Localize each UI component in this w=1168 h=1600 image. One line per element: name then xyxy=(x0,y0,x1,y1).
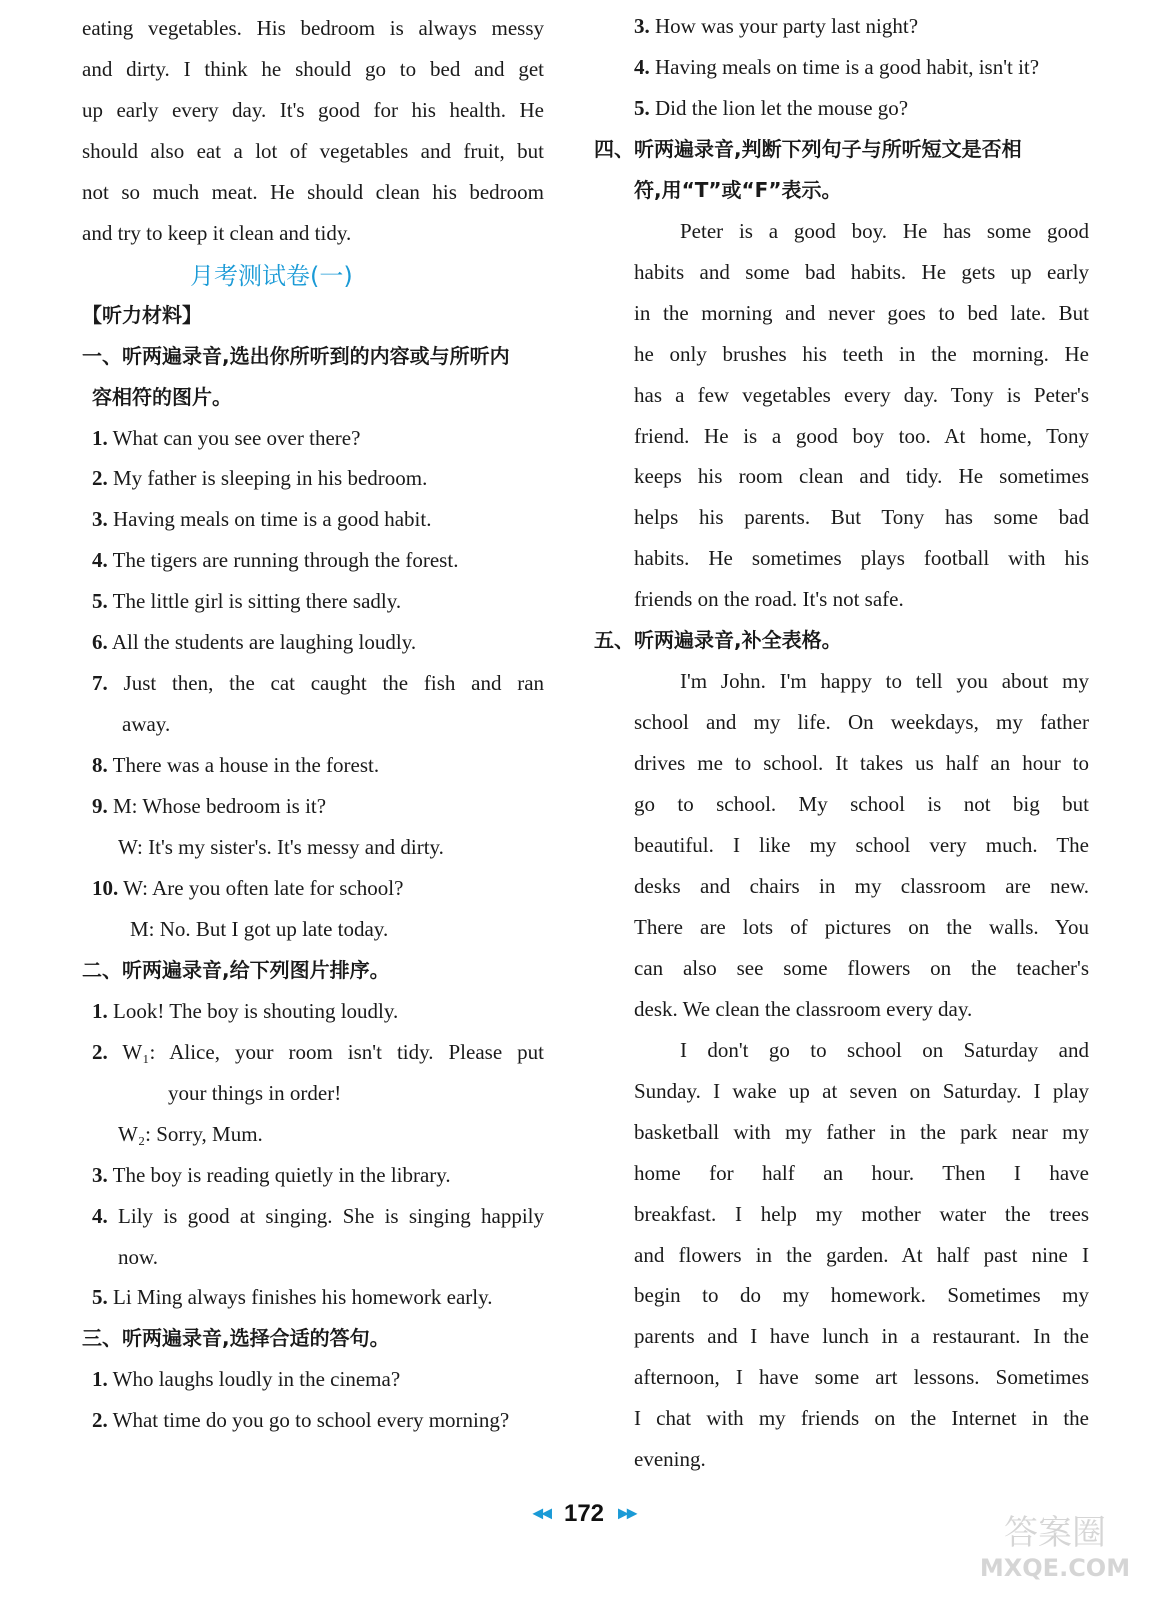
text-line: Did the lion let the mouse go? xyxy=(655,95,909,120)
text-line: W₁: Alice, your room isn't tidy. Please put xyxy=(122,1039,545,1064)
text-line: Sunday. I wake up at seven on Saturday. I play xyxy=(634,1078,1089,1103)
text-line: habits and some bad habits. He gets up early xyxy=(634,259,1089,284)
item-number: 4. xyxy=(92,1203,108,1228)
text-line: Having meals on time is a good habit, isn't it? xyxy=(655,54,1040,79)
left-line xyxy=(92,587,401,615)
text-line: friends on the road. It's not safe. xyxy=(634,587,904,612)
text-line: evening. xyxy=(634,1447,706,1472)
text-line: desks and chairs in my classroom are new. xyxy=(634,873,1089,898)
text-line: should also eat a lot of vegetables and fruit, but xyxy=(82,138,544,163)
right-line xyxy=(680,667,1089,695)
right-line xyxy=(680,1036,1089,1064)
item-number: 1. xyxy=(92,1367,108,1392)
left-line xyxy=(92,874,403,902)
right-line xyxy=(594,626,842,654)
section-heading: 二、听两遍录音,给下列图片排序。 xyxy=(82,957,390,982)
text-line: Look! The boy is shouting loudly. xyxy=(113,998,399,1023)
text-line: desk. We clean the classroom every day. xyxy=(634,996,973,1021)
left-line xyxy=(190,262,353,290)
left-line xyxy=(92,1365,400,1393)
text-line: away. xyxy=(122,712,171,737)
left-line xyxy=(92,1161,451,1189)
text-line: I chat with my friends on the Internet in the xyxy=(634,1406,1089,1431)
right-line xyxy=(634,53,1039,81)
right-line xyxy=(634,258,1089,286)
text-line: and flowers in the garden. At half past nine I xyxy=(634,1242,1089,1267)
text-line: What can you see over there? xyxy=(112,425,361,450)
right-line xyxy=(634,1118,1089,1146)
left-line xyxy=(118,833,444,861)
page-number: 172 xyxy=(563,1500,605,1527)
section-heading: 容相符的图片。 xyxy=(92,384,232,409)
right-line xyxy=(634,12,918,40)
text-line: I don't go to school on Saturday and xyxy=(680,1037,1089,1062)
left-line xyxy=(92,1283,493,1311)
left-line xyxy=(92,546,458,574)
right-line xyxy=(680,217,1089,245)
right-line xyxy=(634,1241,1089,1269)
item-number: 8. xyxy=(92,753,108,778)
text-line: There are lots of pictures on the walls. You xyxy=(634,914,1089,939)
text-line: not so much meat. He should clean his bedroom xyxy=(82,179,544,204)
text-line: Lily is good at singing. She is singing happily xyxy=(118,1203,544,1228)
right-line xyxy=(634,1077,1089,1105)
text-line: in the morning and never goes to bed late. But xyxy=(634,300,1089,325)
right-line xyxy=(634,381,1089,409)
item-number: 1. xyxy=(92,425,108,450)
left-line xyxy=(82,55,544,83)
section-heading: 符,用“T”或“F”表示。 xyxy=(634,177,842,202)
watermark-text-bottom: MXQE.COM xyxy=(979,1554,1131,1582)
item-number: 2. xyxy=(92,1408,108,1433)
text-line: What time do you go to school every morning? xyxy=(112,1408,510,1433)
text-line: W: Are you often late for school? xyxy=(123,875,404,900)
left-line xyxy=(92,751,379,779)
left-line xyxy=(118,1120,263,1148)
text-line: and dirty. I think he should go to bed and get xyxy=(82,56,544,81)
text-line: drives me to school. It takes us half an hour to xyxy=(634,751,1089,776)
left-line xyxy=(82,1324,390,1352)
item-number: 2. xyxy=(92,466,108,491)
left-line xyxy=(92,628,416,656)
left-line xyxy=(82,137,544,165)
right-line xyxy=(594,135,1022,163)
text-line: All the students are laughing loudly. xyxy=(111,630,417,655)
section-title: 月考测试卷(一) xyxy=(190,261,353,290)
right-line xyxy=(634,1322,1089,1350)
left-line xyxy=(82,178,544,206)
text-line: begin to do my homework. Sometimes my xyxy=(634,1283,1089,1308)
text-line: Having meals on time is a good habit. xyxy=(113,507,432,532)
prev-arrows-icon: ◀◀ xyxy=(532,1506,550,1522)
left-line xyxy=(92,792,326,820)
item-number: 2. xyxy=(92,1039,108,1064)
left-line xyxy=(92,1406,509,1434)
right-line xyxy=(634,1281,1089,1309)
text-line: M: No. But I got up late today. xyxy=(130,916,389,941)
right-line xyxy=(634,340,1089,368)
right-line xyxy=(634,1404,1089,1432)
text-line: W: It's my sister's. It's messy and dirty. xyxy=(118,835,444,859)
left-line xyxy=(82,342,510,370)
right-line xyxy=(634,585,904,613)
text-line: now. xyxy=(118,1244,159,1269)
text-line: I'm John. I'm happy to tell you about my xyxy=(680,669,1089,694)
left-line xyxy=(92,505,431,533)
right-line xyxy=(634,1200,1089,1228)
item-number: 10. xyxy=(92,875,119,900)
right-line xyxy=(634,94,908,122)
text-line: and try to keep it clean and tidy. xyxy=(82,220,352,245)
left-line xyxy=(82,956,390,984)
right-line xyxy=(634,1363,1089,1391)
left-line xyxy=(130,915,388,943)
text-line: go to school. My school is not big but xyxy=(634,792,1089,817)
text-line: W₂: Sorry, Mum. xyxy=(118,1121,263,1146)
text-line: My father is sleeping in his bedroom. xyxy=(113,466,428,491)
item-number: 3. xyxy=(92,1162,108,1187)
item-number: 3. xyxy=(92,507,108,532)
text-line: The little girl is sitting there sadly. xyxy=(112,589,402,614)
text-line: breakfast. I help my mother water the trees xyxy=(634,1201,1089,1226)
text-line: friend. He is a good boy too. At home, Tony xyxy=(634,423,1089,448)
text-line: basketball with my father in the park near my xyxy=(634,1119,1089,1144)
right-line xyxy=(634,872,1089,900)
right-line xyxy=(634,544,1089,572)
right-line xyxy=(634,913,1089,941)
right-line xyxy=(634,422,1089,450)
text-line: home for half an hour. Then I have xyxy=(634,1160,1089,1185)
left-line xyxy=(82,301,202,329)
watermark-text-top: 答案圈 xyxy=(1004,1513,1106,1553)
right-line xyxy=(634,176,841,204)
left-line xyxy=(92,997,398,1025)
text-line: The boy is reading quietly in the library. xyxy=(112,1162,451,1187)
section-heading: 三、听两遍录音,选择合适的答句。 xyxy=(82,1326,390,1351)
right-line xyxy=(634,749,1089,777)
item-number: 3. xyxy=(634,14,650,38)
left-line xyxy=(92,1038,544,1066)
text-line: beautiful. I like my school very much. The xyxy=(634,833,1089,857)
left-line xyxy=(118,1243,158,1271)
text-line: he only brushes his teeth in the morning. He xyxy=(634,341,1089,366)
item-number: 1. xyxy=(92,998,108,1023)
right-line xyxy=(634,462,1089,490)
item-number: 5. xyxy=(634,95,650,120)
section-heading: 一、听两遍录音,选出你所听到的内容或与所听内 xyxy=(82,343,510,368)
section-heading: 五、听两遍录音,补全表格。 xyxy=(594,628,842,653)
left-line xyxy=(82,219,351,247)
text-line: your things in order! xyxy=(168,1080,342,1105)
section-heading: 【听力材料】 xyxy=(82,302,202,327)
right-line xyxy=(634,1159,1089,1187)
text-line: school and my life. On weekdays, my father xyxy=(634,710,1089,735)
text-line: Peter is a good boy. He has some good xyxy=(680,218,1089,243)
section-heading: 四、听两遍录音,判断下列句子与所听短文是否相 xyxy=(594,136,1022,161)
item-number: 7. xyxy=(92,671,108,696)
text-line: Just then, the cat caught the fish and ran xyxy=(123,671,545,696)
watermark-logo xyxy=(960,1506,1150,1586)
left-line xyxy=(92,1202,544,1230)
item-number: 4. xyxy=(634,54,650,79)
text-line: parents and I have lunch in a restaurant. In the xyxy=(634,1324,1089,1349)
text-line: can also see some flowers on the teacher's xyxy=(634,955,1089,980)
right-line xyxy=(634,954,1089,982)
text-line: How was your party last night? xyxy=(655,14,919,38)
item-number: 5. xyxy=(92,589,108,614)
text-line: habits. He sometimes plays football with his xyxy=(634,546,1089,571)
text-line: helps his parents. But Tony has some bad xyxy=(634,505,1089,530)
text-line: M: Whose bedroom is it? xyxy=(113,794,327,819)
text-line: Li Ming always finishes his homework early. xyxy=(113,1285,493,1310)
right-line xyxy=(634,299,1089,327)
item-number: 5. xyxy=(92,1285,108,1310)
left-line xyxy=(82,14,544,42)
left-line xyxy=(92,383,232,411)
left-line xyxy=(168,1079,341,1107)
next-arrows-icon: ▶▶ xyxy=(618,1506,636,1522)
item-number: 9. xyxy=(92,794,108,819)
right-line xyxy=(634,995,972,1023)
right-line xyxy=(634,708,1089,736)
left-line xyxy=(122,710,170,738)
right-line xyxy=(634,831,1089,859)
text-line: keeps his room clean and tidy. He sometimes xyxy=(634,464,1089,489)
text-line: There was a house in the forest. xyxy=(112,753,380,778)
right-line xyxy=(634,503,1089,531)
text-line: has a few vegetables every day. Tony is Peter's xyxy=(634,382,1089,407)
item-number: 6. xyxy=(92,630,108,655)
item-number: 4. xyxy=(92,548,108,573)
text-line: Who laughs loudly in the cinema? xyxy=(112,1367,401,1392)
left-line xyxy=(82,96,544,124)
right-line xyxy=(634,790,1089,818)
left-line xyxy=(92,669,544,697)
text-line: eating vegetables. His bedroom is always messy xyxy=(82,16,544,40)
left-line xyxy=(92,424,360,452)
right-line xyxy=(634,1445,706,1473)
text-line: up early every day. It's good for his health. He xyxy=(82,97,544,122)
text-line: The tigers are running through the forest. xyxy=(112,548,459,573)
text-line: afternoon, I have some art lessons. Sometimes xyxy=(634,1365,1089,1390)
left-line xyxy=(92,464,427,492)
